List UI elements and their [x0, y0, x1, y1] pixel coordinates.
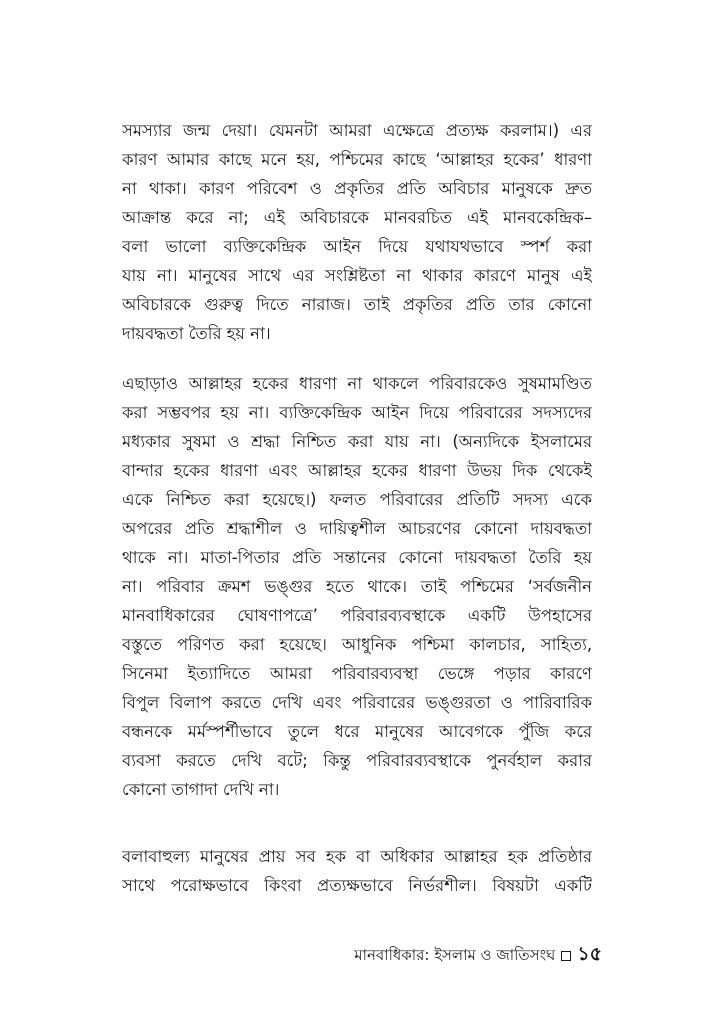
paragraph-2	[122, 369, 592, 804]
text-line: সমস্যার জন্ম দেয়া। যেমনটা আমরা এক্ষেত্রে প্রত্যক্ষ করলাম।) এর	[122, 121, 592, 140]
text-line: দায়বদ্ধতা তৈরি হয় না।	[122, 324, 271, 343]
page-number: ১৫	[577, 943, 602, 965]
text-line: করা সম্ভবপর হয় না। ব্যক্তিকেন্দ্রিক আইন দিয়ে পরিবারের সদস্যদের	[122, 403, 592, 422]
text-line: বান্দার হকের ধারণা এবং আল্লাহর হকের ধারণা উভয় দিক থেকেই	[122, 461, 592, 480]
text-line: অবিচারকে গুরুত্ব দিতে নারাজ। তাই প্রকৃতির প্রতি তার কোনো	[122, 295, 592, 314]
text-line: না থাকা। কারণ পরিবেশ ও প্রকৃতির প্রতি অবিচার মানুষকে দ্রুত	[122, 179, 592, 198]
text-line: মানবাধিকারের ঘোষণাপত্রে’ পরিবারব্যবস্থাকে একটি উপহাসের	[122, 606, 592, 625]
text-line: সাথে পরোক্ষভাবে কিংবা প্রত্যক্ষভাবে নির্ভরশীল। বিষয়টা একটি	[122, 876, 592, 895]
text-line: বন্ধনকে মর্মস্পর্শীভাবে তুলে ধরে মানুষের আবেগকে পুঁজি করে	[122, 722, 592, 741]
text-line: ব্যবসা করতে দেখি বটে; কিন্তু পরিবারব্যবস্থাকে পুনর্বহাল করার	[122, 751, 592, 770]
text-line: এছাড়াও আল্লাহর হকের ধারণা না থাকলে পরিবারকেও সুষমামণ্ডিত	[122, 374, 592, 393]
text-line: বলাবাহুল্য মানুষের প্রায় সব হক বা অধিকার আল্লাহর হক প্রতিষ্ঠার	[122, 847, 592, 866]
square-box-icon	[561, 951, 571, 961]
text-line: বিপুল বিলাপ করতে দেখি এবং পরিবারের ভঙ্গুরতা ও পারিবারিক	[122, 693, 592, 712]
text-line: বস্তুতে পরিণত করা হয়েছে। আধুনিক পশ্চিমা কালচার, সাহিত্য,	[122, 635, 592, 654]
text-line: কারণ আমার কাছে মনে হয়, পশ্চিমের কাছে ‘আল্লাহর হকের’ ধারণা	[122, 150, 592, 169]
text-line: আক্রান্ত করে না; এই অবিচারকে মানবরচিত এই মানবকেন্দ্রিক–	[122, 208, 592, 227]
text-line: মধ্যকার সুষমা ও শ্রদ্ধা নিশ্চিত করা যায় না। (অন্যদিকে ইসলামের	[122, 432, 592, 451]
running-title: মানবাধিকার: ইসলাম ও জাতিসংঘ	[354, 945, 556, 964]
text-line: বলা ভালো ব্যক্তিকেন্দ্রিক আইন দিয়ে যথাযথভাবে স্পর্শ করা	[122, 237, 592, 256]
text-line: কোনো তাগাদা দেখি না।	[122, 780, 280, 799]
paragraph-1	[122, 116, 592, 348]
text-line: থাকে না। মাতা-পিতার প্রতি সন্তানের কোনো দায়বদ্ধতা তৈরি হয়	[122, 548, 592, 567]
text-line: অপরের প্রতি শ্রদ্ধাশীল ও দায়িত্বশীল আচরণের কোনো দায়বদ্ধতা	[122, 519, 592, 538]
text-line: সিনেমা ইত্যাদিতে আমরা পরিবারব্যবস্থা ভেঙ্গে পড়ার কারণে	[122, 664, 592, 683]
text-line: যায় না। মানুষের সাথে এর সংশ্লিষ্টতা না থাকার কারণে মানুষ এই	[122, 266, 592, 285]
page-footer	[312, 943, 602, 969]
text-line: একে নিশ্চিত করা হয়েছে।) ফলত পরিবারের প্রতিটি সদস্য একে	[122, 490, 592, 509]
text-line: না। পরিবার ক্রমশ ভঙ্গুর হতে থাকে। তাই পশ্চিমের ‘সর্বজনীন	[122, 577, 592, 596]
paragraph-3	[122, 842, 592, 900]
